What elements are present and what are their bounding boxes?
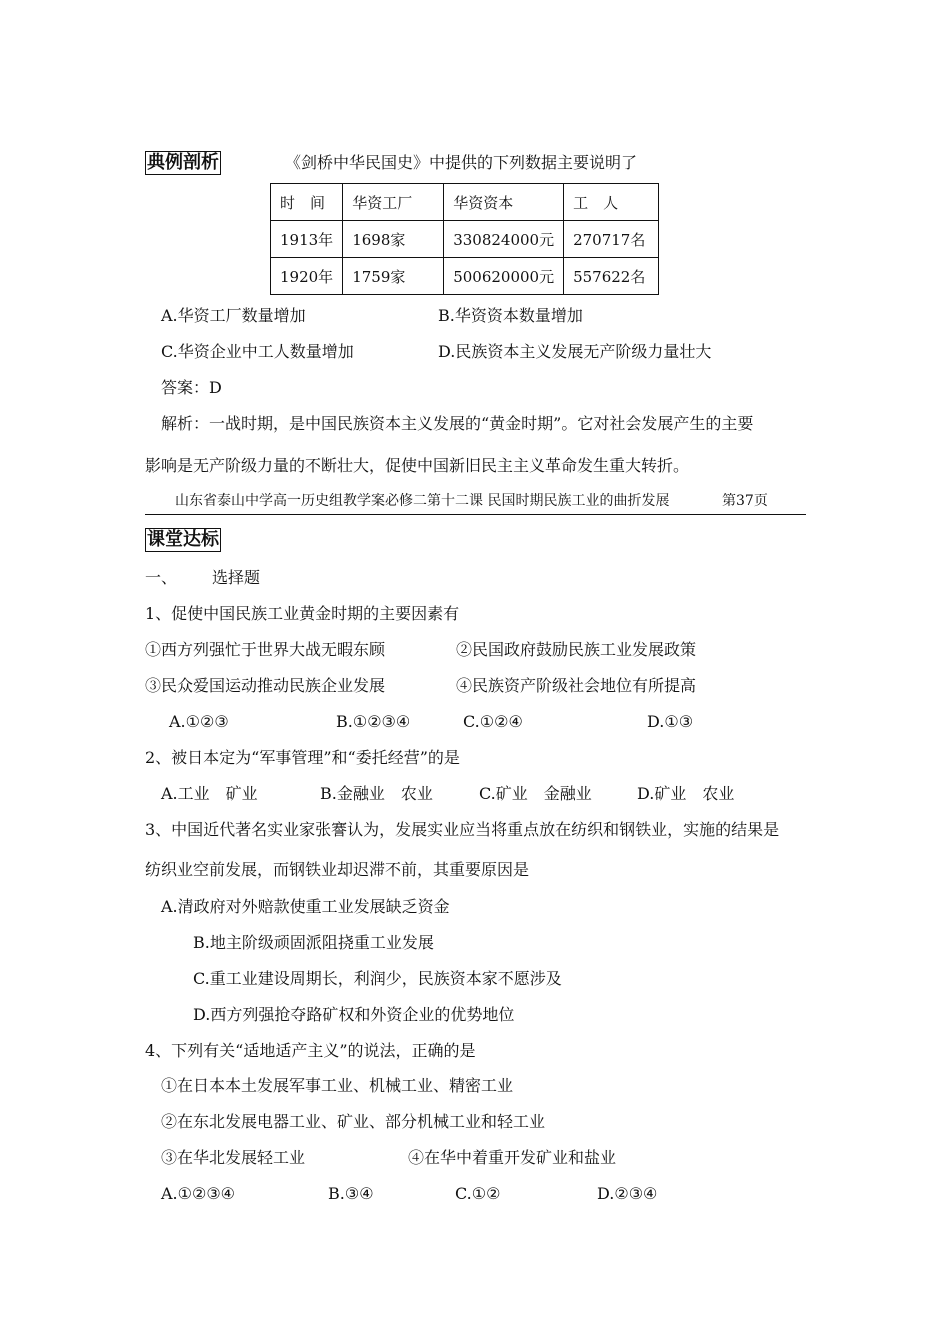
table-cell: 270717名 <box>564 221 659 258</box>
question-3-option-a: A.清政府对外赔款使重工业发展缺乏资金 <box>161 897 450 916</box>
table-header-cell: 时 间 <box>271 184 343 221</box>
table-cell: 1913年 <box>271 221 343 258</box>
table-header-cell: 工 人 <box>564 184 659 221</box>
question-4-item-3: ③在华北发展轻工业 <box>161 1148 306 1167</box>
question-1-stem: 1、促使中国民族工业黄金时期的主要因素有 <box>145 604 460 623</box>
question-4-option-d: D.②③④ <box>597 1184 658 1203</box>
example-option-c: C.华资企业中工人数量增加 <box>161 342 354 361</box>
question-1-item-2: ②民国政府鼓励民族工业发展政策 <box>456 640 697 659</box>
page-footer-title: 山东省泰山中学高一历史组教学案必修二第十二课 民国时期民族工业的曲折发展 <box>175 493 670 509</box>
example-option-d: D.民族资本主义发展无产阶级力量壮大 <box>438 342 712 361</box>
question-4-item-2: ②在东北发展电器工业、矿业、部分机械工业和轻工业 <box>161 1112 546 1131</box>
data-table <box>270 183 659 295</box>
question-4-item-1: ①在日本本土发展军事工业、机械工业、精密工业 <box>161 1076 514 1095</box>
table-cell: 1920年 <box>271 258 343 295</box>
example-option-b: B.华资资本数量增加 <box>438 306 583 325</box>
footer-divider <box>145 514 806 515</box>
question-1-item-1: ①西方列强忙于世界大战无暇东顾 <box>145 640 386 659</box>
question-4-option-b: B.③④ <box>328 1184 374 1203</box>
question-3-option-c: C.重工业建设周期长，利润少，民族资本家不愿涉及 <box>193 969 562 988</box>
question-3-stem-line-2: 纺织业空前发展，而钢铁业却迟滞不前，其重要原因是 <box>145 860 530 879</box>
section-heading-example-analysis: 典例剖析 <box>147 152 219 173</box>
question-4-stem: 4、下列有关“适地适产主义”的说法，正确的是 <box>145 1041 476 1060</box>
example-analysis-line-1: 解析：一战时期，是中国民族资本主义发展的“黄金时期”。它对社会发展产生的主要 <box>161 414 754 433</box>
question-3-stem-line-1: 3、中国近代著名实业家张謇认为，发展实业应当将重点放在纺织和钢铁业，实施的结果是 <box>145 820 780 839</box>
part-title: 选择题 <box>212 568 261 587</box>
section-heading-class-practice: 课堂达标 <box>147 529 219 550</box>
example-answer: 答案：D <box>161 378 222 397</box>
question-2-option-d: D.矿业 农业 <box>637 784 735 803</box>
question-4-item-4: ④在华中着重开发矿业和盐业 <box>408 1148 617 1167</box>
question-4-option-c: C.①② <box>455 1184 501 1203</box>
question-3-option-d: D.西方列强抢夺路矿权和外资企业的优势地位 <box>193 1005 515 1024</box>
question-2-stem: 2、被日本定为“军事管理”和“委托经营”的是 <box>145 748 460 767</box>
question-4-option-a: A.①②③④ <box>161 1184 236 1203</box>
table-row <box>271 221 659 258</box>
example-analysis-line-2: 影响是无产阶级力量的不断壮大，促使中国新旧民主主义革命发生重大转折。 <box>145 456 690 475</box>
page-number: 第37页 <box>722 493 768 509</box>
question-2-option-b: B.金融业 农业 <box>320 784 433 803</box>
question-1-option-a: A.①②③ <box>169 712 229 731</box>
question-2-option-c: C.矿业 金融业 <box>479 784 592 803</box>
question-3-option-b: B.地主阶级顽固派阻挠重工业发展 <box>193 933 434 952</box>
question-1-item-4: ④民族资产阶级社会地位有所提高 <box>456 676 697 695</box>
table-cell: 330824000元 <box>444 221 564 258</box>
table-header-cell: 华资工厂 <box>343 184 444 221</box>
question-1-item-3: ③民众爱国运动推动民族企业发展 <box>145 676 386 695</box>
table-header-cell: 华资资本 <box>444 184 564 221</box>
question-1-option-d: D.①③ <box>647 712 694 731</box>
example-option-a: A.华资工厂数量增加 <box>161 306 306 325</box>
question-2-option-a: A.工业 矿业 <box>161 784 258 803</box>
table-cell: 1759家 <box>343 258 444 295</box>
table-cell: 1698家 <box>343 221 444 258</box>
question-1-option-c: C.①②④ <box>463 712 523 731</box>
table-cell: 557622名 <box>564 258 659 295</box>
question-1-option-b: B.①②③④ <box>336 712 411 731</box>
table-header-row <box>271 184 659 221</box>
table-cell: 500620000元 <box>444 258 564 295</box>
part-number: 一、 <box>145 568 178 587</box>
example-question-stem: 《剑桥中华民国史》中提供的下列数据主要说明了 <box>285 153 638 172</box>
table-row <box>271 258 659 295</box>
